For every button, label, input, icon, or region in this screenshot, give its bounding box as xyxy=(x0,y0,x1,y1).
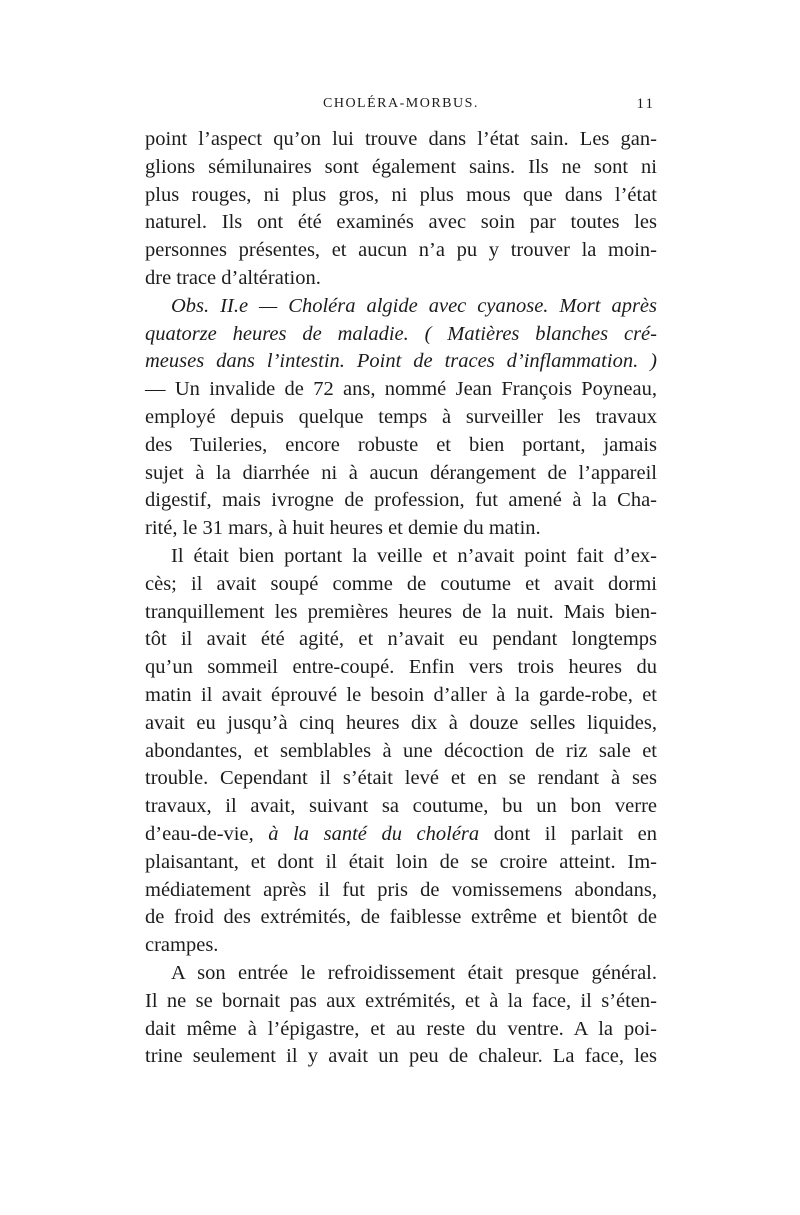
text-line: A son entrée le refroidissement était presque général. xyxy=(171,961,657,984)
text-line: crampes. xyxy=(145,934,219,957)
text-line: trouble. Cependant il s’était levé et en se rendant à ses xyxy=(145,767,657,790)
page-header xyxy=(145,96,655,124)
body-text xyxy=(145,126,657,1071)
text-line: sujet à la diarrhée ni à aucun dérangement de l’appareil xyxy=(145,461,657,484)
text-line: Il ne se bornait pas aux extrémités, et à la face, il s’éten- xyxy=(145,989,657,1012)
text-line: point l’aspect qu’on lui trouve dans l’état sain. Les gan- xyxy=(145,128,657,150)
text-line-mixed xyxy=(145,821,657,849)
observation-title-line: meuses dans l’intestin. Point de traces d’inflammation. ) xyxy=(145,350,657,373)
text-line: dre trace d’altération. xyxy=(145,266,321,289)
text-line: plus rouges, ni plus gros, ni plus mous que dans l’état xyxy=(145,183,657,206)
text-line: tranquillement les premières heures de la nuit. Mais bien- xyxy=(145,600,657,623)
text-line: personnes présentes, et aucun n’a pu y trouver la moin- xyxy=(145,239,657,262)
text-line: trine seulement il y avait un peu de chaleur. La face, les xyxy=(145,1045,657,1068)
text-line: — Un invalide de 72 ans, nommé Jean François Poyneau, xyxy=(145,378,657,401)
text-line: avait eu jusqu’à cinq heures dix à douze selles liquides, xyxy=(145,711,657,734)
text-line: de froid des extrémités, de faiblesse extrême et bientôt de xyxy=(145,906,657,929)
text-line: plaisantant, et dont il était loin de se croire atteint. Im- xyxy=(145,850,657,873)
running-title: CHOLÉRA-MORBUS. xyxy=(323,96,479,111)
italic-phrase: à la santé du choléra xyxy=(268,822,480,845)
text-line: employé depuis quelque temps à surveiller les travaux xyxy=(145,405,657,428)
text-line: digestif, mais ivrogne de profession, fut amené à la Cha- xyxy=(145,489,657,512)
observation-title-line: quatorze heures de maladie. ( Matières blanches cré- xyxy=(145,322,657,345)
text-line: abondantes, et semblables à une décoction de riz sale et xyxy=(145,739,657,762)
observation-title-line: Obs. II.e — Choléra algide avec cyanose. Mort après xyxy=(171,294,657,317)
text-segment: d’eau-de-vie, xyxy=(145,822,269,845)
text-line: matin il avait éprouvé le besoin d’aller à la garde-robe, et xyxy=(145,683,657,706)
text-line: dait même à l’épigastre, et au reste du ventre. A la poi- xyxy=(145,1017,657,1040)
text-line: tôt il avait été agité, et n’avait eu pendant longtemps xyxy=(145,628,657,651)
text-line: médiatement après il fut pris de vomissemens abondans, xyxy=(145,878,657,901)
text-line: travaux, il avait, suivant sa coutume, bu un bon verre xyxy=(145,795,657,818)
text-line: naturel. Ils ont été examinés avec soin par toutes les xyxy=(145,211,657,234)
page-number: 11 xyxy=(636,96,655,112)
text-line: des Tuileries, encore robuste et bien portant, jamais xyxy=(145,433,657,456)
text-line: qu’un sommeil entre-coupé. Enfin vers trois heures du xyxy=(145,656,657,679)
text-line: glions sémilunaires sont également sains. Ils ne sont ni xyxy=(145,155,657,178)
text-line: Il était bien portant la veille et n’avait point fait d’ex- xyxy=(171,544,657,567)
text-line: cès; il avait soupé comme de coutume et avait dormi xyxy=(145,572,657,595)
text-segment: dont il parlait en xyxy=(479,822,658,845)
text-line: rité, le 31 mars, à huit heures et demie du matin. xyxy=(145,517,541,540)
